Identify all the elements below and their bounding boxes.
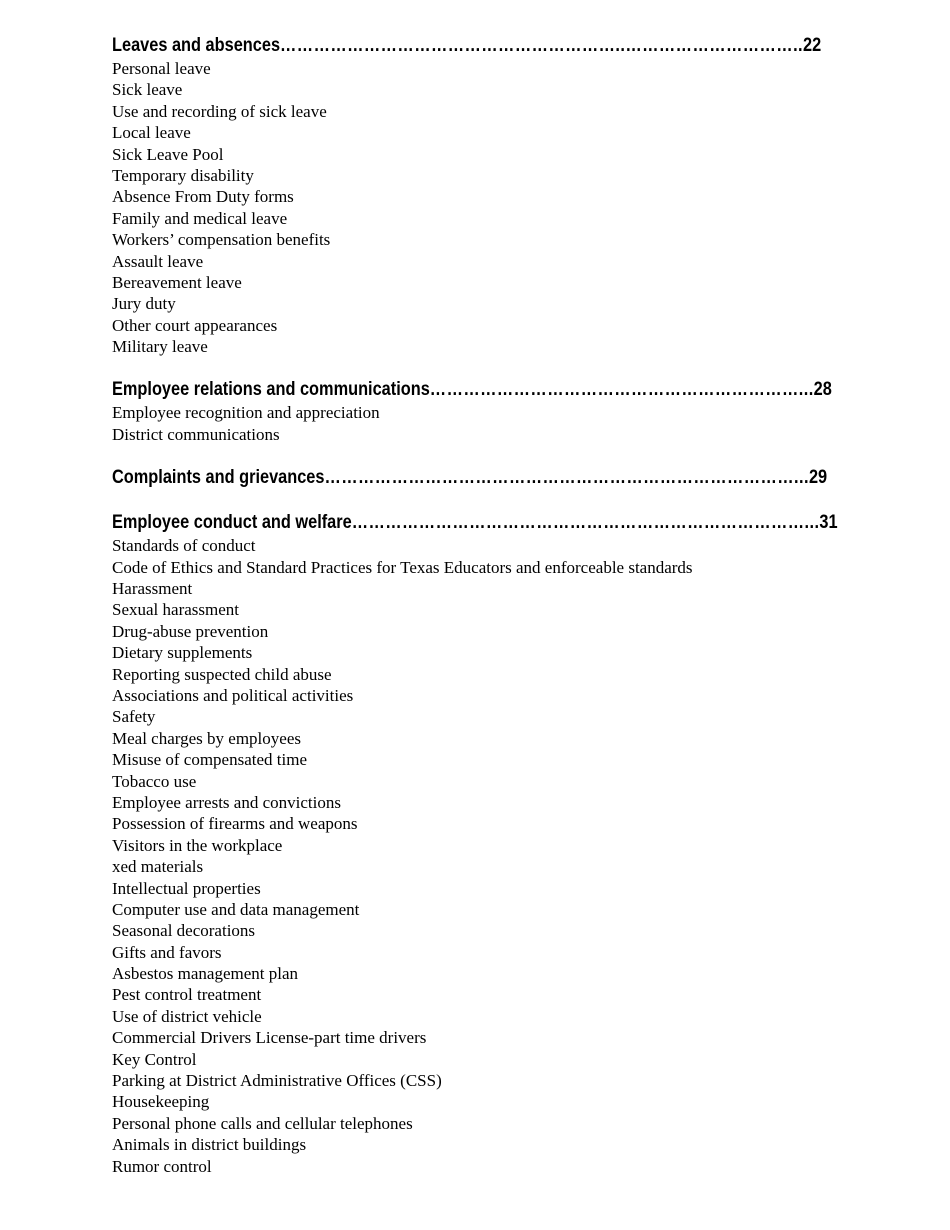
list-item: Asbestos management plan — [112, 964, 299, 984]
toc-section-relations — [112, 378, 892, 445]
list-item: Seasonal decorations — [112, 921, 256, 941]
list-item: Bereavement leave — [112, 272, 242, 292]
toc-section-complaints — [112, 466, 892, 490]
page-number: 31 — [819, 512, 838, 534]
list-item: Assault leave — [112, 251, 204, 271]
heading-title: Leaves and absences — [112, 35, 281, 56]
list-item: Family and medical leave — [112, 208, 288, 228]
toc-section-leaves — [112, 34, 892, 357]
list-item: Employee arrests and convictions — [112, 792, 341, 812]
list-item: Use of district vehicle — [112, 1006, 262, 1026]
dot-leader: …………………………………………………………... — [429, 379, 814, 401]
list-item: Workers’ compensation benefits — [112, 230, 331, 250]
list-item: Gifts and favors — [112, 942, 222, 962]
list-item: Meal charges by employees — [112, 728, 301, 748]
toc-item-list — [112, 535, 892, 1177]
list-item: Standards of conduct — [112, 536, 256, 556]
list-item: Safety — [112, 707, 156, 727]
toc-item-list — [112, 402, 892, 445]
list-item: Pest control treatment — [112, 985, 262, 1005]
toc-heading[interactable] — [112, 378, 889, 402]
page-number: 29 — [808, 467, 828, 489]
list-item: Harassment — [112, 579, 193, 599]
list-item: Local leave — [112, 123, 191, 143]
toc-section-conduct — [112, 511, 892, 1177]
list-item: Use and recording of sick leave — [112, 101, 327, 121]
list-item: Parking at District Administrative Offices (CSS) — [112, 1071, 442, 1091]
list-item: Personal phone calls and cellular telephones — [112, 1113, 413, 1133]
list-item: Drug-abuse prevention — [112, 621, 269, 641]
dot-leader: …………………………………………………………………………... — [324, 467, 809, 489]
heading-title: Employee conduct and welfare — [112, 512, 352, 534]
toc-item-list — [112, 58, 892, 357]
toc-heading[interactable] — [112, 466, 889, 490]
toc-heading[interactable] — [112, 511, 889, 535]
list-item: Employee recognition and appreciation — [112, 403, 380, 423]
list-item: Military leave — [112, 337, 208, 357]
list-item: Possession of firearms and weapons — [112, 814, 358, 834]
heading-title: Employee relations and communications — [112, 379, 430, 401]
list-item: xed materials — [112, 857, 204, 877]
table-of-contents — [112, 34, 892, 1177]
list-item: Animals in district buildings — [112, 1135, 307, 1155]
list-item: Housekeeping — [112, 1092, 210, 1112]
list-item: Sick leave — [112, 80, 183, 100]
heading-title: Complaints and grievances — [112, 467, 325, 489]
list-item: Key Control — [112, 1049, 197, 1069]
list-item: Tobacco use — [112, 771, 197, 791]
list-item: District communications — [112, 424, 280, 444]
list-item: Absence From Duty forms — [112, 187, 294, 207]
list-item: Temporary disability — [112, 165, 254, 185]
list-item: Associations and political activities — [112, 685, 354, 705]
list-item: Computer use and data management — [112, 899, 360, 919]
list-item: Sexual harassment — [112, 600, 239, 620]
list-item: Other court appearances — [112, 315, 278, 335]
list-item: Personal leave — [112, 59, 211, 78]
list-item: Code of Ethics and Standard Practices for Texas Educators and enforceable standards — [112, 557, 693, 577]
list-item: Jury duty — [112, 294, 176, 314]
list-item: Rumor control — [112, 1156, 212, 1176]
page-number: 22 — [803, 35, 822, 56]
list-item: Visitors in the workplace — [112, 835, 283, 855]
dot-leader: ………………………………………………………………………... — [351, 512, 820, 534]
page-number: 28 — [813, 379, 832, 401]
list-item: Commercial Drivers License-part time drivers — [112, 1028, 427, 1048]
list-item: Misuse of compensated time — [112, 750, 307, 770]
dot-leader: ……………………………………………………..………………………….. — [280, 35, 804, 56]
list-item: Dietary supplements — [112, 643, 253, 663]
list-item: Intellectual properties — [112, 878, 261, 898]
toc-heading[interactable] — [112, 34, 889, 58]
list-item: Sick Leave Pool — [112, 144, 224, 164]
list-item: Reporting suspected child abuse — [112, 664, 332, 684]
